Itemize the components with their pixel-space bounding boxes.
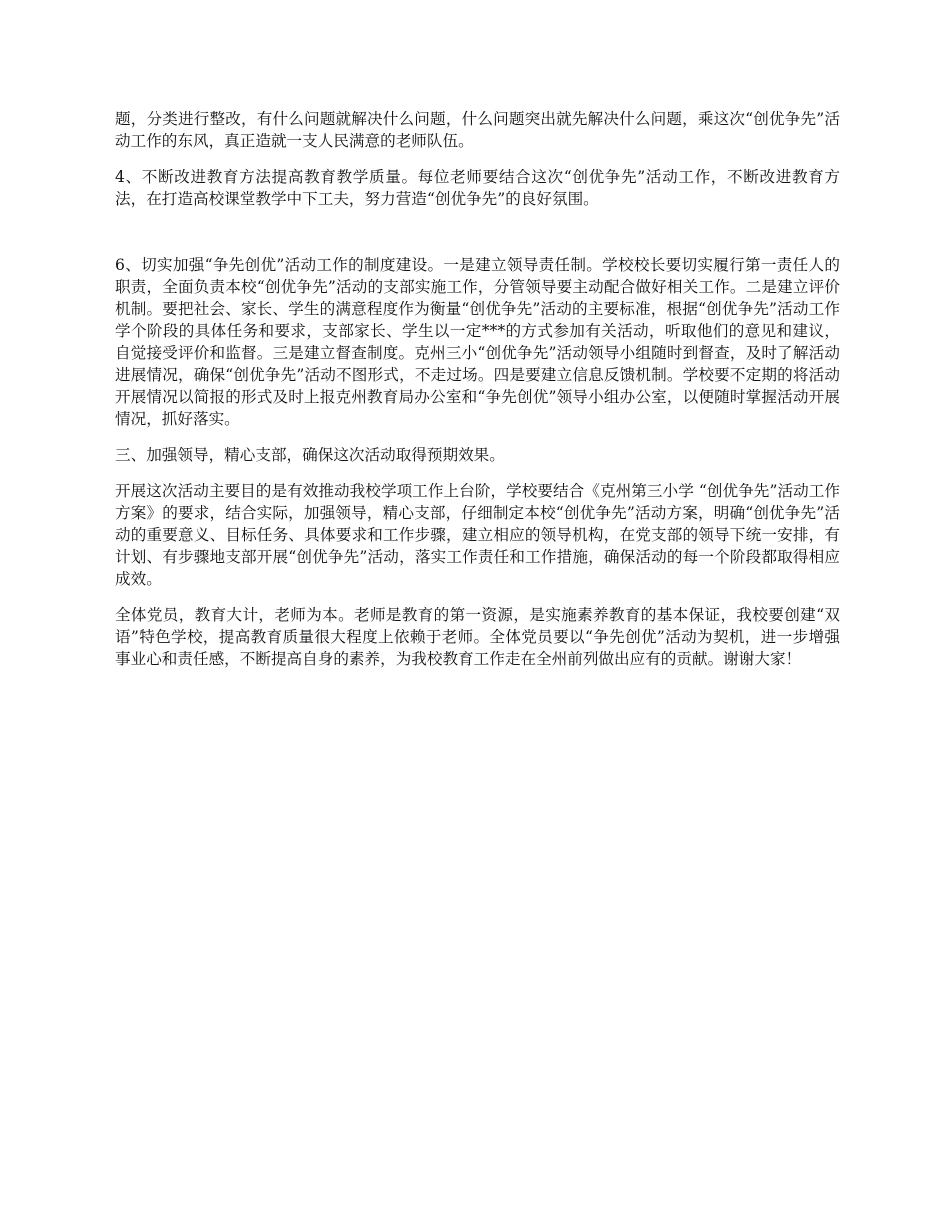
paragraph-item-6: 6、切实加强“争先创优”活动工作的制度建设。一是建立领导责任制。学校校长要切实履行第一责任人的职责，全面负责本校“创优争先”活动的支部实施工作，分管领导要主动配合做好相关工作。二是建立评价机制。要把社会、家长、学生的满意程度作为衡量“创优争先”活动的主要标准，根据“创优争先”活动工作学个阶段的具体任务和要求，支部家长、学生以一定***的方式参加有关活动，听取他们的意见和建议，自觉接受评价和监督。三是建立督查制度。克州三小“创优争先”活动领导小组随时到督查，及时了解活动进展情况，确保“创优争先”活动不图形式，不走过场。四是要建立信息反馈机制。学校要不定期的将活动开展情况以简报的形式及时上报克州教育局办公室和“争先创优”领导小组办公室，以便随时掌握活动开展情况，抓好落实。: [115, 256, 840, 428]
paragraph-purpose: 开展这次活动主要目的是有效推动我校学项工作上台阶，学校要结合《克州第三小学 “创优争先”活动工作方案》的要求，结合实际，加强领导，精心支部，仔细制定本校“创优争先”活动方案，明确“创优争先”活动的重要意义、目标任务、具体要求和工作步骤，建立相应的领导机构，在党支部的领导下统一安排，有计划、有步骤地支部开展“创优争先”活动，落实工作责任和工作措施，确保活动的每一个阶段都取得相应成效。: [115, 482, 840, 588]
section-heading-3: 三、加强领导，精心支部，确保这次活动取得预期效果。: [115, 446, 505, 464]
paragraph-rectification: 题，分类进行整改，有什么问题就解决什么问题，什么问题突出就先解决什么问题，乘这次“创优争先”活动工作的东风，真正造就一支人民满意的老师队伍。: [115, 110, 840, 150]
paragraph-item-4: 4、不断改进教育方法提高教育教学质量。每位老师要结合这次“创优争先”活动工作，不断改进教育方法，在打造高校课堂教学中下工夫，努力营造“创优争先”的良好氛围。: [115, 168, 840, 208]
paragraph-closing: 全体党员，教育大计，老师为本。老师是教育的第一资源，是实施素养教育的基本保证，我校要创建“双语”特色学校，提高教育质量很大程度上依赖于老师。全体党员要以“争先创优”活动为契机，进一步增强事业心和责任感，不断提高自身的素养，为我校教育工作走在全州前列做出应有的贡献。谢谢大家！: [115, 606, 840, 668]
document-page: [115, 108, 840, 684]
